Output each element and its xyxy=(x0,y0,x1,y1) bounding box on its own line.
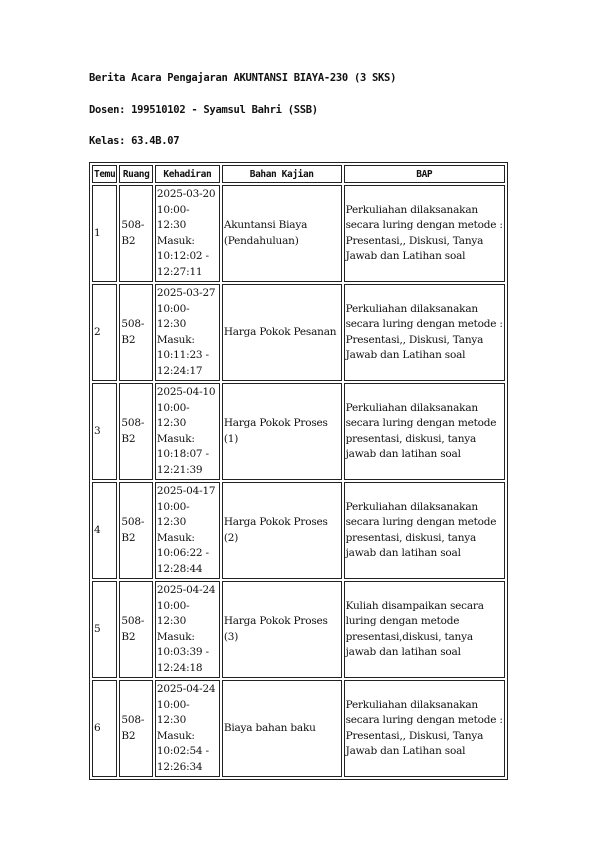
bahan-kajian-line: Biaya bahan baku xyxy=(223,721,316,734)
ruang-cell: 508-B2 xyxy=(119,383,152,480)
bahan-kajian-line: (Pendahuluan) xyxy=(223,234,299,247)
col-header-ruang: Ruang xyxy=(119,165,152,183)
kehadiran-line: 12:21:39 xyxy=(156,463,203,476)
document-title: Berita Acara Pengajaran AKUNTANSI BIAYA-230 (3 SKS) xyxy=(89,72,397,84)
kehadiran-line: 10:00- xyxy=(156,203,190,216)
kehadiran-line: 2025-03-27 xyxy=(156,287,216,299)
kehadiran-line: 12:30 xyxy=(156,714,187,726)
kehadiran-line: 2025-04-10 xyxy=(156,386,216,398)
ruang-cell: 508-B2 xyxy=(119,482,152,579)
bahan-kajian-line: Akuntansi Biaya xyxy=(223,219,308,231)
table-row xyxy=(92,284,505,381)
col-header-bahan-kajian: Bahan Kajian xyxy=(222,165,342,183)
kehadiran-line: 12:24:17 xyxy=(156,364,203,377)
ruang-cell: 508-B2 xyxy=(119,581,152,678)
attendance-table xyxy=(89,162,508,780)
kehadiran-line: 12:30 xyxy=(156,417,187,429)
kehadiran-line: 10:00- xyxy=(156,500,190,513)
kehadiran-line: 12:30 xyxy=(156,516,187,528)
table-row xyxy=(92,680,505,777)
ruang-cell: 508-B2 xyxy=(119,680,152,777)
kehadiran-line: 10:02:54 - xyxy=(156,745,209,757)
table-row xyxy=(92,482,505,579)
kehadiran-line: Masuk: xyxy=(156,531,195,544)
temu-cell: 6 xyxy=(92,680,117,777)
kehadiran-line: 12:28:44 xyxy=(156,562,203,575)
class-line: Kelas: 63.4B.07 xyxy=(89,135,180,147)
kehadiran-cell xyxy=(155,383,220,480)
kehadiran-line: 10:03:39 - xyxy=(156,646,209,658)
kehadiran-line: 10:00- xyxy=(156,698,190,711)
bahan-kajian-cell xyxy=(222,383,342,480)
table-header-row xyxy=(92,165,505,183)
table-row xyxy=(92,383,505,480)
ruang-cell: 508-B2 xyxy=(119,284,152,381)
col-header-temu: Temu xyxy=(92,165,117,183)
kehadiran-cell xyxy=(155,185,220,282)
bap-cell: Perkuliahan dilaksanakan secara luring dengan metode presentasi, diskusi, tanya jawab dan latihan soal xyxy=(344,482,505,579)
kehadiran-line: Masuk: xyxy=(156,630,195,643)
kehadiran-cell xyxy=(155,581,220,678)
kehadiran-cell xyxy=(155,680,220,777)
bap-cell: Perkuliahan dilaksanakan secara luring dengan metode : Presentasi,, Diskusi, Tanya Jawab dan Latihan soal xyxy=(344,284,505,381)
bahan-kajian-cell xyxy=(222,680,342,777)
kehadiran-line: 10:18:07 - xyxy=(156,448,209,460)
bahan-kajian-line: Harga Pokok Proses xyxy=(223,615,328,627)
kehadiran-line: 2025-03-20 xyxy=(156,188,216,200)
temu-cell: 2 xyxy=(92,284,117,381)
table-row xyxy=(92,185,505,282)
bahan-kajian-line: Harga Pokok Proses xyxy=(223,516,328,528)
kehadiran-cell xyxy=(155,482,220,579)
bahan-kajian-line: Harga Pokok Pesanan xyxy=(223,325,337,338)
bahan-kajian-cell xyxy=(222,284,342,381)
kehadiran-line: 10:00- xyxy=(156,401,190,414)
bap-cell: Perkuliahan dilaksanakan secara luring dengan metode : Presentasi,, Diskusi, Tanya Jawab dan Latihan soal xyxy=(344,185,505,282)
temu-cell: 1 xyxy=(92,185,117,282)
ruang-cell: 508-B2 xyxy=(119,185,152,282)
bahan-kajian-line: (3) xyxy=(223,630,239,643)
col-header-kehadiran: Kehadiran xyxy=(155,165,220,183)
kehadiran-line: 12:30 xyxy=(156,219,187,231)
kehadiran-line: Masuk: xyxy=(156,729,195,742)
temu-cell: 4 xyxy=(92,482,117,579)
bahan-kajian-cell xyxy=(222,185,342,282)
kehadiran-line: 10:00- xyxy=(156,302,190,315)
kehadiran-line: 12:30 xyxy=(156,615,187,627)
temu-cell: 5 xyxy=(92,581,117,678)
kehadiran-line: 12:27:11 xyxy=(156,265,203,278)
kehadiran-line: 2025-04-24 xyxy=(156,584,216,596)
kehadiran-line: Masuk: xyxy=(156,432,195,445)
bahan-kajian-cell xyxy=(222,482,342,579)
bahan-kajian-line: (2) xyxy=(223,531,239,544)
kehadiran-cell xyxy=(155,284,220,381)
table-row xyxy=(92,581,505,678)
kehadiran-line: 12:24:18 xyxy=(156,661,203,674)
kehadiran-line: 2025-04-17 xyxy=(156,485,216,497)
bahan-kajian-line: (1) xyxy=(223,432,239,445)
kehadiran-line: 2025-04-24 xyxy=(156,683,216,695)
kehadiran-line: 10:12:02 - xyxy=(156,250,209,262)
kehadiran-line: Masuk: xyxy=(156,333,195,346)
kehadiran-line: 12:30 xyxy=(156,318,187,330)
bap-cell: Perkuliahan dilaksanakan secara luring dengan metode : Presentasi,, Diskusi, Tanya Jawab dan Latihan soal xyxy=(344,680,505,777)
kehadiran-line: 10:00- xyxy=(156,599,190,612)
kehadiran-line: 10:06:22 - xyxy=(156,547,209,559)
lecturer-line: Dosen: 199510102 - Syamsul Bahri (SSB) xyxy=(89,104,318,116)
kehadiran-line: 10:11:23 - xyxy=(156,349,209,361)
col-header-bap: BAP xyxy=(344,165,505,183)
bahan-kajian-line: Harga Pokok Proses xyxy=(223,417,328,429)
bap-cell: Perkuliahan dilaksanakan secara luring dengan metode presentasi, diskusi, tanya jawab dan latihan soal xyxy=(344,383,505,480)
kehadiran-line: 12:26:34 xyxy=(156,760,203,773)
temu-cell: 3 xyxy=(92,383,117,480)
bap-cell: Kuliah disampaikan secara luring dengan metode presentasi,diskusi, tanya jawab dan latihan soal xyxy=(344,581,505,678)
bahan-kajian-cell xyxy=(222,581,342,678)
kehadiran-line: Masuk: xyxy=(156,234,195,247)
